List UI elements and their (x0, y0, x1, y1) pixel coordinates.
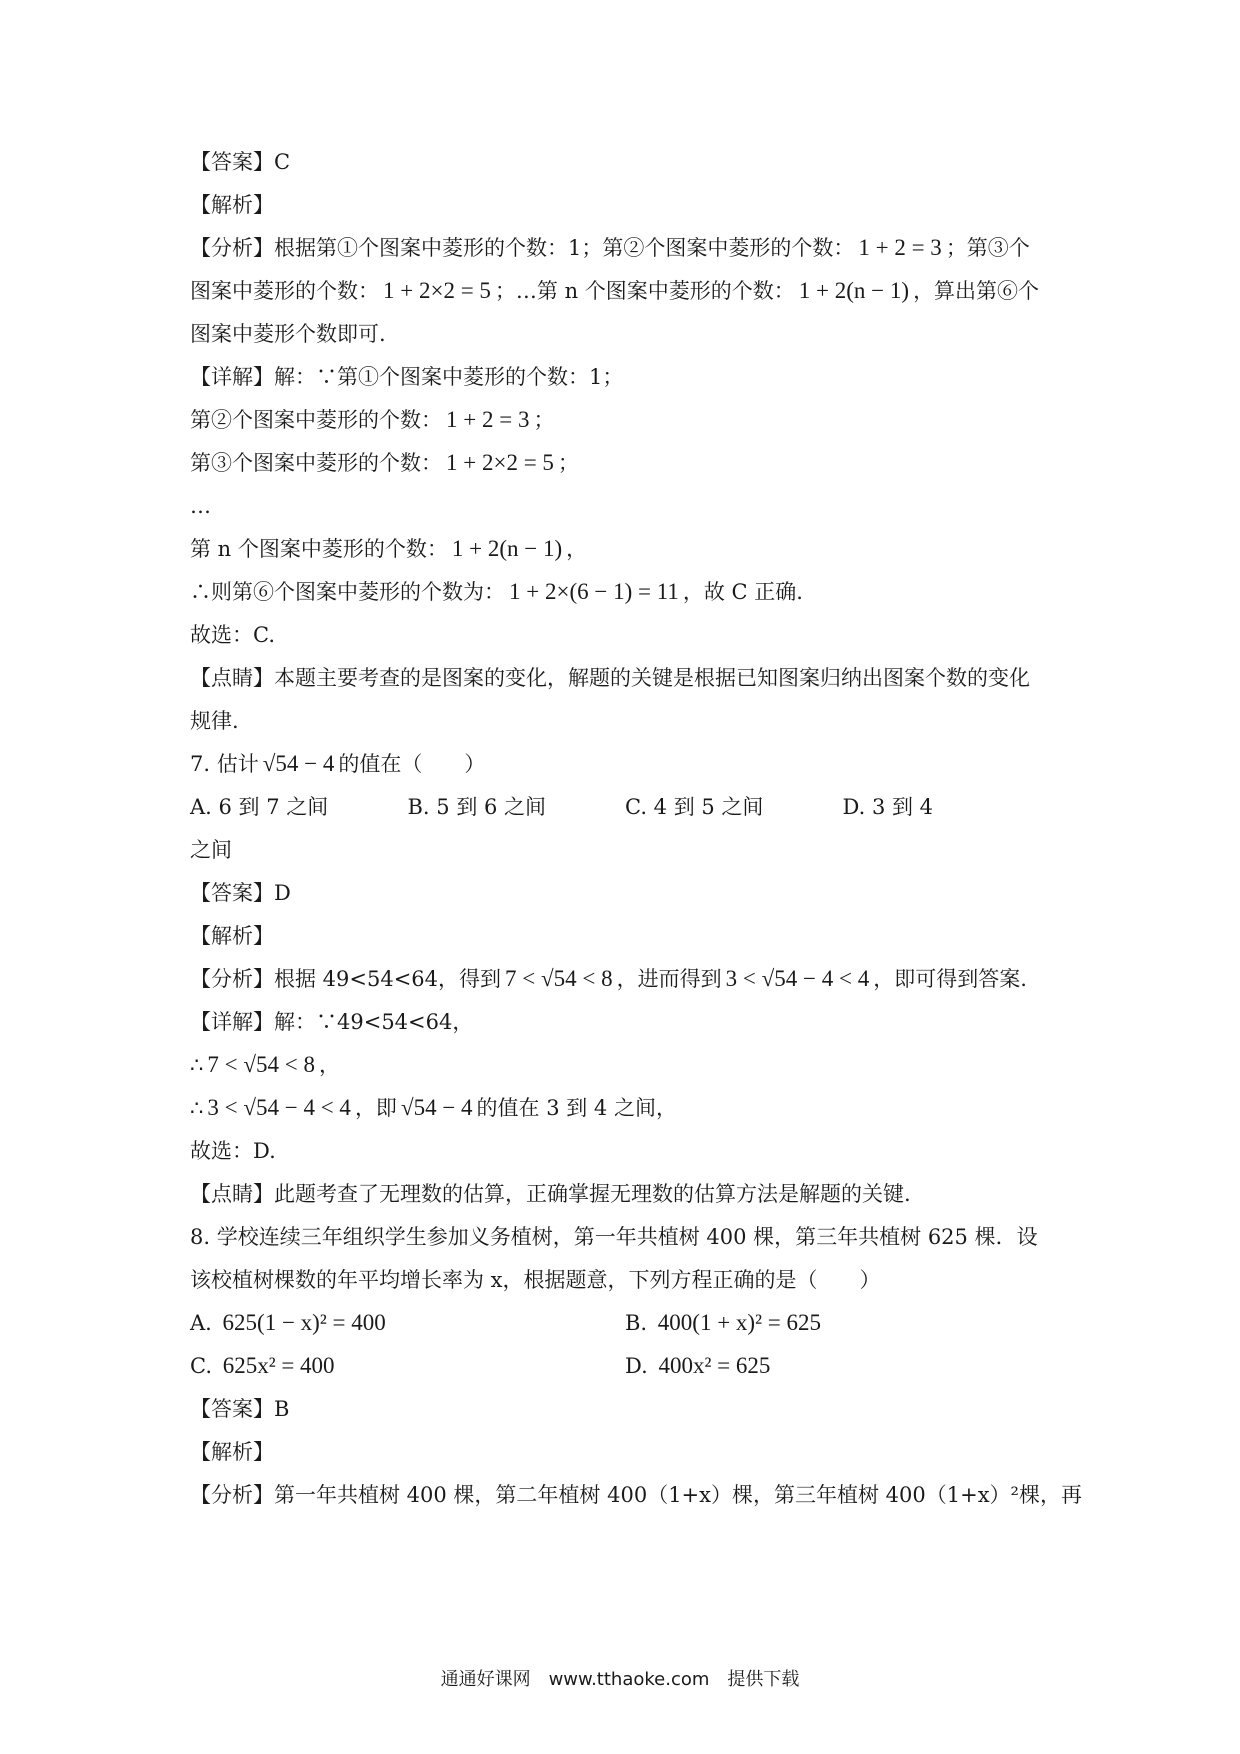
option-label: C. (190, 1354, 212, 1378)
q6-point-line-1 (190, 664, 1060, 692)
answer-value: C (274, 150, 291, 174)
option-formula: 625x² = 400 (222, 1353, 335, 1378)
option-c (190, 1352, 625, 1380)
formula: 3 < √54 − 4 < 4 (725, 966, 870, 991)
text: 解：∵第①个图案中菱形的个数：1； (274, 365, 624, 389)
option-formula: 400(1 + x)² = 625 (657, 1310, 821, 1335)
q6-choice: 故选：C. (190, 623, 275, 647)
text: 本题主要考查的是图案的变化，解题的关键是根据已知图案归纳出图案个数的变化 (274, 666, 1030, 690)
text: 解：∵49<54<64， (274, 1010, 474, 1034)
text: ∴ (190, 1096, 204, 1120)
option-formula: 625(1 − x)² = 400 (222, 1310, 386, 1335)
fenxi-tag: 【分析】 (190, 1483, 274, 1507)
text: ； (557, 451, 579, 475)
formula-part: − 4 < 4 (284, 1095, 351, 1120)
q6-detail-line-1 (190, 363, 1060, 391)
formula: 1 + 2×(6 − 1) = 11 (509, 579, 679, 604)
point-tag: 【点睛】 (190, 666, 274, 690)
q8-stem-line-2: 该校植树棵数的年平均增长率为 x，根据题意，下列方程正确的是（ ） (190, 1268, 881, 1292)
formula: 1 + 2 = 3 (446, 407, 530, 432)
q6-fenxi-line-3: 图案中菱形个数即可. (190, 322, 386, 346)
fenxi-tag: 【分析】 (190, 236, 274, 260)
answer-tag: 【答案】 (190, 1397, 274, 1421)
fenxi-tag: 【分析】 (190, 967, 274, 991)
text: ，算出第⑥个 (913, 279, 1040, 303)
text: 此题考查了无理数的估算，正确掌握无理数的估算方法是解题的关键. (274, 1182, 911, 1206)
text: 图案中菱形的个数： (190, 279, 379, 303)
text: 根据第①个图案中菱形的个数：1；第②个图案中菱形的个数： (274, 236, 855, 260)
formula: 1 + 2×2 = 5 (383, 278, 491, 303)
q6-fenxi-line-2 (190, 277, 1060, 305)
q7-options (190, 793, 1060, 821)
formula: 1 + 2(n − 1) (798, 278, 910, 303)
radicand: 54 (413, 1095, 437, 1120)
formula-part: < 8 (582, 966, 613, 991)
formula: 1 + 2×2 = 5 (446, 450, 554, 475)
answer-tag: 【答案】 (190, 150, 274, 174)
formula-part: 7 < (505, 966, 536, 991)
option-d (625, 1352, 1060, 1380)
q7-point (190, 1180, 1060, 1208)
q8-analysis-tag: 【解析】 (190, 1440, 274, 1464)
text: ；第③个 (945, 236, 1030, 260)
option-formula: 400x² = 625 (658, 1353, 771, 1378)
detail-tag: 【详解】 (190, 1010, 274, 1034)
text: ∴则第⑥个图案中菱形的个数为： (190, 580, 505, 604)
radicand: 54 (255, 1095, 279, 1120)
point-tag: 【点睛】 (190, 1182, 274, 1206)
text: ，即 (354, 1096, 397, 1120)
text: ，进而得到 (616, 967, 722, 991)
q6-fenxi-line-1 (190, 234, 1060, 262)
q6-detail-ellipsis: … (190, 494, 211, 518)
q7-analysis-tag: 【解析】 (190, 924, 274, 948)
answer-value: B (274, 1397, 290, 1421)
detail-tag: 【详解】 (190, 365, 274, 389)
option-a: A. 6 到 7 之间 (190, 795, 329, 819)
formula: 3 < √54 − 4 < 4 (207, 1095, 351, 1120)
formula-part: < 8 (284, 1052, 315, 1077)
page-footer: 通通好课网 www.tthaoke.com 提供下载 (440, 1669, 800, 1690)
q6-detail-line-5 (190, 535, 1060, 563)
radicand: 54 (255, 1052, 279, 1077)
option-d: D. 3 到 4 (842, 795, 934, 819)
radicand: 54 (553, 966, 577, 991)
text: ；…第 n 个图案中菱形的个数： (494, 279, 795, 303)
q8-answer (190, 1395, 1060, 1423)
formula-part: − 4 (442, 1095, 473, 1120)
q8-options-row-1 (190, 1309, 1060, 1337)
option-label: A. (190, 1311, 212, 1335)
formula-part: − 4 < 4 (803, 966, 870, 991)
formula-part: 3 < (207, 1095, 238, 1120)
text: ， (318, 1053, 340, 1077)
option-b: B. 5 到 6 之间 (407, 795, 547, 819)
q6-analysis-tag: 【解析】 (190, 193, 274, 217)
q7-detail-line-3 (190, 1094, 1060, 1122)
option-label: D. (625, 1354, 648, 1378)
q7-detail-line-2 (190, 1051, 1060, 1079)
answer-tag: 【答案】 (190, 881, 274, 905)
option-a (190, 1309, 625, 1337)
text: ， (566, 537, 588, 561)
text: 第一年共植树 400 棵，第二年植树 400（1+x）棵，第三年植树 400（1+x）²棵，再 (274, 1483, 1082, 1507)
text: ，即可得到答案. (873, 967, 1027, 991)
q8-stem-line-1: 8. 学校连续三年组织学生参加义务植树，第一年共植树 400 棵，第三年共植树 625 棵．设 (190, 1225, 1038, 1249)
q7-answer (190, 879, 1060, 907)
option-c: C. 4 到 5 之间 (625, 795, 764, 819)
option-b (625, 1309, 1060, 1337)
text: ，故 C 正确. (682, 580, 803, 604)
q7-fenxi (190, 965, 1060, 993)
q7-option-wrap: 之间 (190, 838, 232, 862)
q6-answer (190, 148, 1060, 176)
formula-tail: − 4 (298, 751, 335, 776)
q6-point-line-2: 规律. (190, 709, 239, 733)
formula: 7 < √54 < 8 (207, 1052, 315, 1077)
text: 第③个图案中菱形的个数： (190, 451, 442, 475)
option-label: B. (625, 1311, 648, 1335)
radicand: 54 (774, 966, 798, 991)
q7-stem (190, 750, 1060, 778)
q7-detail-line-1 (190, 1008, 1060, 1036)
q6-detail-line-3 (190, 449, 1060, 477)
text: 根据 49<54<64，得到 (274, 967, 502, 991)
answer-value: D (274, 881, 291, 905)
q6-detail-line-2 (190, 406, 1060, 434)
formula: 1 + 2(n − 1) (451, 536, 563, 561)
text: ； (533, 408, 555, 432)
text: 的值在（ ） (338, 752, 486, 776)
text: 的值在 3 到 4 之间， (476, 1096, 677, 1120)
text: 第 n 个图案中菱形的个数： (190, 537, 448, 561)
formula-part: 7 < (207, 1052, 238, 1077)
formula: 1 + 2 = 3 (858, 235, 942, 260)
q8-fenxi (190, 1481, 1082, 1509)
text: 第②个图案中菱形的个数： (190, 408, 442, 432)
q7-choice: 故选：D. (190, 1139, 276, 1163)
q8-options-row-2 (190, 1352, 1060, 1380)
q6-detail-line-6 (190, 578, 1060, 606)
formula: √54 − 4 (262, 751, 335, 776)
page-content (190, 148, 1082, 1524)
formula: √54 − 4 (400, 1095, 473, 1120)
formula-part: 3 < (725, 966, 756, 991)
text: ∴ (190, 1053, 204, 1077)
radicand: 54 (275, 751, 299, 776)
text: 7. 估计 (190, 752, 259, 776)
formula: 7 < √54 < 8 (505, 966, 613, 991)
